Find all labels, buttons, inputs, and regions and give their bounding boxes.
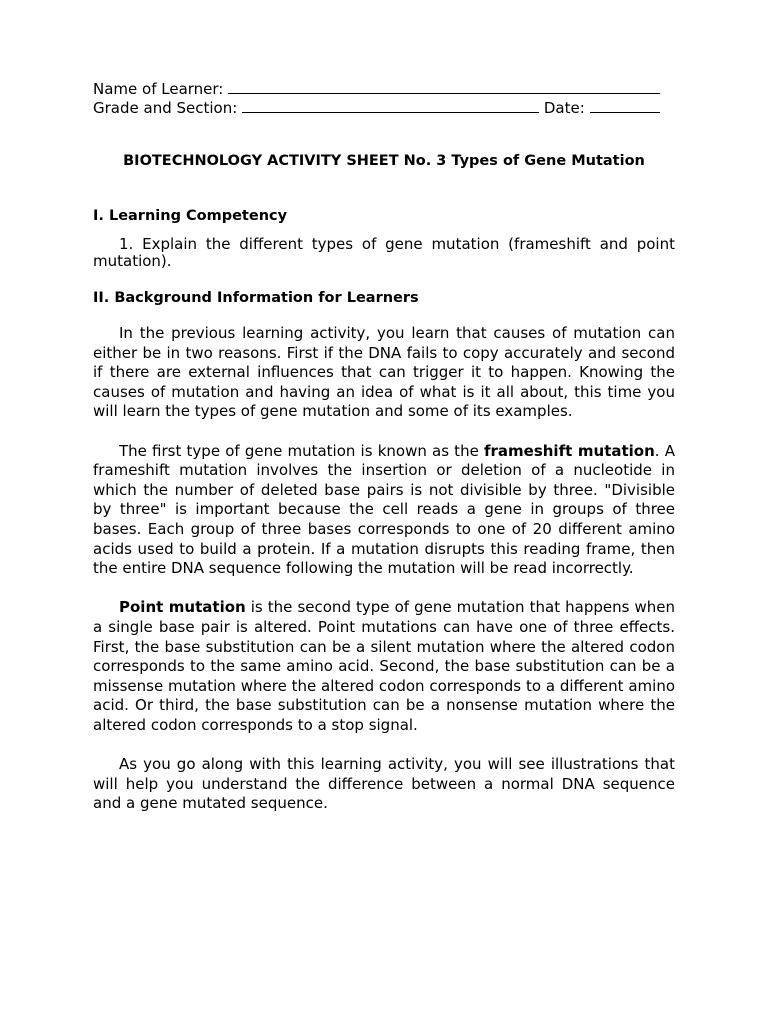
closing-paragraph: As you go along with this learning activity, you will see illustrations that will help you understand the difference between a normal DNA sequence and a gene mutated sequence. [93, 755, 675, 813]
point-mutation-term: Point mutation [119, 598, 246, 617]
grade-section-label: Grade and Section: [93, 99, 238, 117]
point-mutation-paragraph [93, 598, 675, 735]
point-mutation-body: is the second type of gene mutation that happens when a single base pair is altered. Point mutations can have one of three effects. First, the base substitution can be a silent mutation where the altered codon corresponds to the same amino acid. Second, the base substitution can be a missense mutation where the altered codon corresponds to a different amino acid. Or third, the base substitution can be a nonsense mutation where the altered codon corresponds to a stop signal. [93, 598, 675, 734]
section-heading-background: II. Background Information for Learners [93, 290, 419, 306]
worksheet-content [93, 79, 675, 814]
background-paragraph-1: In the previous learning activity, you learn that causes of mutation can either be in two reasons. First if the DNA fails to copy accurately and second if there are external influences that can trigger it to happen. Knowing the causes of mutation and having an idea of what is it all about, this time you will learn the types of gene mutation and some of its examples. [93, 324, 675, 421]
date-label: Date: [543, 99, 585, 117]
grade-section-row [93, 98, 675, 117]
page-title: BIOTECHNOLOGY ACTIVITY SHEET No. 3 Types of Gene Mutation [123, 153, 645, 169]
name-of-learner-row [93, 79, 675, 98]
section-heading-learning-competency: I. Learning Competency [93, 208, 288, 224]
date-blank[interactable] [590, 98, 660, 113]
name-label: Name of Learner: [93, 80, 224, 98]
grade-section-blank[interactable] [242, 98, 539, 113]
frameshift-term: frameshift mutation [483, 441, 655, 460]
frameshift-paragraph [93, 442, 675, 579]
competency-item: 1. Explain the different types of gene mutation (frameshift and point mutation). [93, 235, 675, 270]
frameshift-intro: The first type of gene mutation is known as the [119, 441, 484, 460]
frameshift-body: . A frameshift mutation involves the insertion or deletion of a nucleotide in which the number of deleted base pairs is not divisible by three. "Divisible by three" is important because the cell reads a gene in groups of three bases. Each group of three bases corresponds to one of 20 different amino acids used to build a protein. If a mutation disrupts this reading frame, then the entire DNA sequence following the mutation will be read incorrectly. [93, 441, 675, 578]
name-blank[interactable] [228, 79, 660, 94]
